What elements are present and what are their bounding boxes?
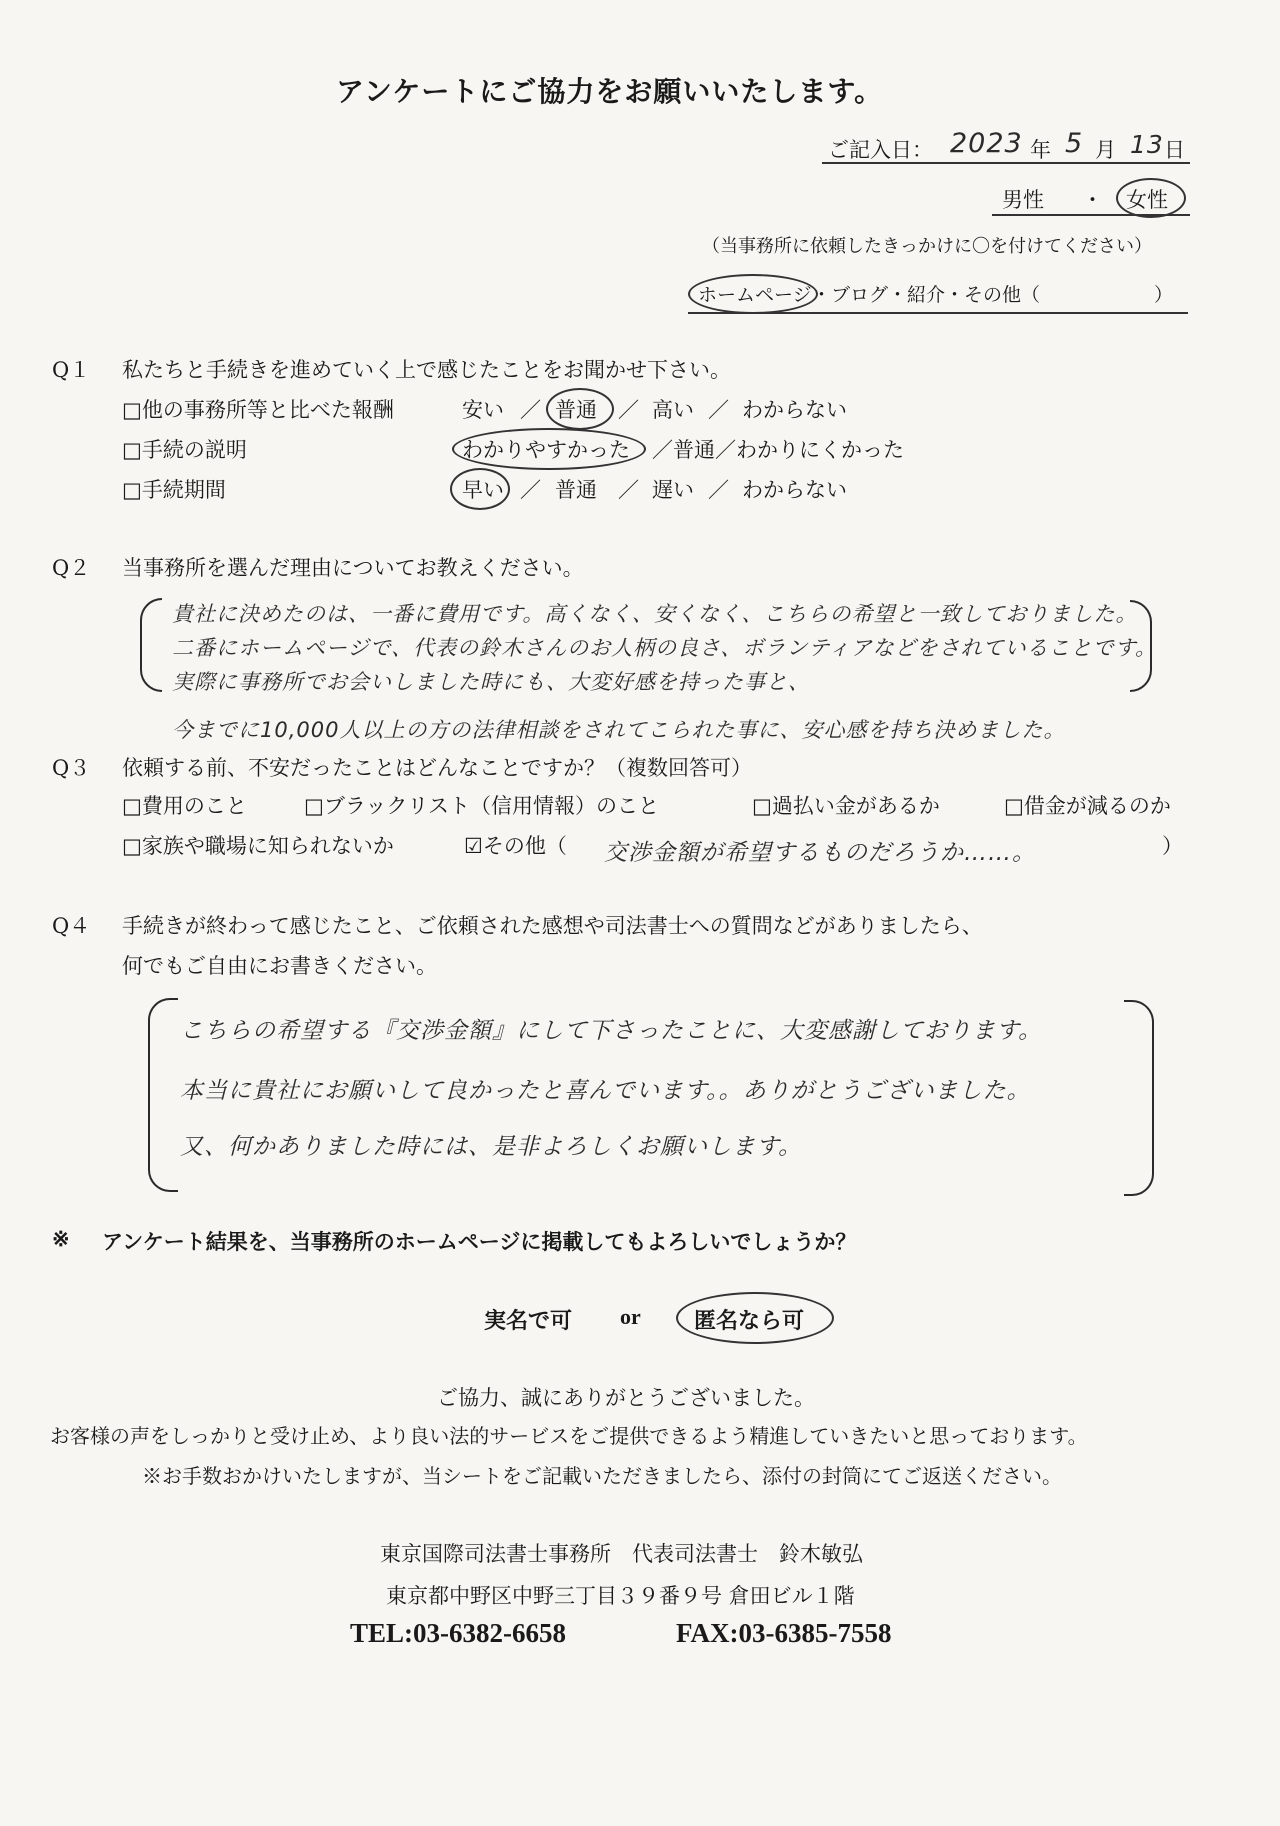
publish-anonymous[interactable]: 匿名なら可 [694, 1308, 805, 1334]
q3-opt-other[interactable]: ☑その他（ [464, 834, 567, 858]
q4-left-bracket [148, 998, 178, 1192]
page-title: アンケートにご協力をお願いいたします。 [336, 75, 884, 108]
q1-period-unknown[interactable]: わからない [742, 478, 847, 502]
q3-other-close: ） [1162, 834, 1183, 858]
q2-answer-line-3: 実際に事務所でお会いしました時にも、大変好感を持った事と、 [172, 670, 810, 694]
q4-number: Q４ [52, 914, 91, 938]
q1-fee-slash: ／ [520, 398, 541, 422]
q4-question-line-1: 手続きが終わって感じたこと、ご依頼された感想や司法書士への質問などがありましたら、 [122, 914, 983, 938]
q1-fee-cheap[interactable]: 安い [462, 398, 504, 422]
date-day: 13 [1130, 130, 1164, 159]
q1-explanation-others[interactable]: ／普通／わかりにくかった [652, 438, 904, 462]
gender-male[interactable]: 男性 [1002, 188, 1044, 212]
office-address: 東京都中野区中野三丁目３９番９号 倉田ビル１階 [386, 1584, 855, 1608]
publish-real-name[interactable]: 実名で可 [484, 1308, 573, 1334]
q1-fee-unknown[interactable]: わからない [742, 398, 847, 422]
q1-fee-normal[interactable]: 普通 [555, 398, 597, 422]
q3-opt-cost[interactable]: □費用のこと [122, 794, 247, 818]
q1-row-fee-label[interactable]: □他の事務所等と比べた報酬 [122, 398, 394, 422]
anonymous-selection-circle [676, 1292, 834, 1344]
q1-fee-slash3: ／ [708, 398, 729, 422]
q4-right-bracket [1124, 1000, 1154, 1196]
date-year: 2023 [950, 128, 1023, 159]
q3-opt-overpayment[interactable]: □過払い金があるか [752, 794, 940, 818]
female-selection-circle [1116, 178, 1186, 218]
q2-question: 当事務所を選んだ理由についてお教えください。 [122, 556, 584, 580]
date-underline [822, 162, 1190, 164]
date-month-unit: 月 [1095, 138, 1116, 162]
q2-answer-line-2: 二番にホームページで、代表の鈴木さんのお人柄の良さ、ボランティアなどをされていることです。 [172, 636, 1157, 660]
homepage-selection-circle [688, 274, 818, 314]
trigger-underline [688, 312, 1188, 314]
gender-underline [992, 214, 1190, 216]
thanks-line-1: ご協力、誠にありがとうございました。 [437, 1386, 815, 1410]
q1-number: Q１ [52, 358, 91, 382]
q4-question-line-2: 何でもご自由にお書きください。 [122, 954, 437, 978]
q2-number: Q２ [52, 556, 91, 580]
q1-fee-high[interactable]: 高い [652, 398, 694, 422]
date-label: ご記入日： [828, 138, 933, 162]
period-fast-selection-circle [450, 468, 510, 510]
q1-fee-slash2: ／ [618, 398, 639, 422]
trigger-homepage[interactable]: ホームページ [698, 284, 812, 306]
trigger-instruction: （当事務所に依頼したきっかけに〇を付けてください） [702, 236, 1152, 257]
publish-question: アンケート結果を、当事務所のホームページに掲載してもよろしいでしょうか？ [102, 1229, 857, 1254]
office-fax: FAX:03-6385-7558 [676, 1618, 892, 1648]
publish-or: or [620, 1304, 641, 1329]
q3-number: Q３ [52, 756, 91, 780]
q1-row-period-label[interactable]: □手続期間 [122, 478, 226, 502]
fee-normal-selection-circle [546, 388, 614, 430]
date-month: 5 [1065, 128, 1084, 159]
thanks-line-2: お客様の声をしっかりと受け止め、より良い法的サービスをご提供できるよう精進していきたいと思っております。 [50, 1424, 1088, 1448]
q4-answer-line-1: こちらの希望する『交渉金額』にして下さったことに、大変感謝しております。 [180, 1018, 1043, 1044]
explanation-selection-circle [452, 428, 646, 470]
q3-opt-debt-reduce[interactable]: □借金が減るのか [1004, 794, 1171, 818]
date-year-unit: 年 [1030, 138, 1051, 162]
trigger-other-options[interactable]: ・ブログ・紹介・その他（ ） [812, 284, 1174, 306]
q1-explanation-clear[interactable]: わかりやすかった [462, 438, 630, 462]
thanks-line-3: ※お手数おかけいたしますが、当シートをご記載いただきましたら、添付の封筒にてご返送ください。 [142, 1464, 1062, 1488]
q3-other-answer: 交渉金額が希望するものだろうか……。 [604, 840, 1036, 866]
publish-mark: ※ [52, 1226, 70, 1251]
q2-answer-line-1: 貴社に決めたのは、一番に費用です。高くなく、安くなく、こちらの希望と一致しておりました。 [172, 602, 1138, 626]
q1-row-explanation-label[interactable]: □手続の説明 [122, 438, 247, 462]
q1-period-slash: ／ [520, 478, 541, 502]
q1-period-slow[interactable]: 遅い [652, 478, 694, 502]
q2-answer-line-4: 今までに10,000人以上の方の法律相談をされてこられた事に、安心感を持ち決めました。 [172, 718, 1066, 742]
q1-question: 私たちと手続きを進めていく上で感じたことをお聞かせ下さい。 [122, 358, 731, 382]
date-day-unit: 日 [1164, 138, 1185, 162]
q4-answer-line-3: 又、何かありました時には、是非よろしくお願いします。 [180, 1134, 803, 1160]
office-name: 東京国際司法書士事務所 代表司法書士 鈴木敏弘 [380, 1542, 863, 1566]
q1-period-fast[interactable]: 早い [462, 478, 504, 502]
office-tel: TEL:03-6382-6658 [350, 1618, 566, 1648]
gender-female[interactable]: 女性 [1126, 188, 1168, 212]
q1-period-slash3: ／ [708, 478, 729, 502]
gender-separator: ・ [1082, 188, 1103, 212]
q1-period-slash2: ／ [618, 478, 639, 502]
q4-answer-line-2: 本当に貴社にお願いして良かったと喜んでいます。。ありがとうございました。 [180, 1078, 1031, 1104]
q3-question: 依頼する前、不安だったことはどんなことですか？（複数回答可） [122, 756, 752, 780]
q3-opt-family[interactable]: □家族や職場に知られないか [122, 834, 394, 858]
q1-period-normal[interactable]: 普通 [555, 478, 597, 502]
q2-left-bracket [140, 598, 162, 692]
q3-opt-blacklist[interactable]: □ブラックリスト（信用情報）のこと [304, 794, 659, 818]
